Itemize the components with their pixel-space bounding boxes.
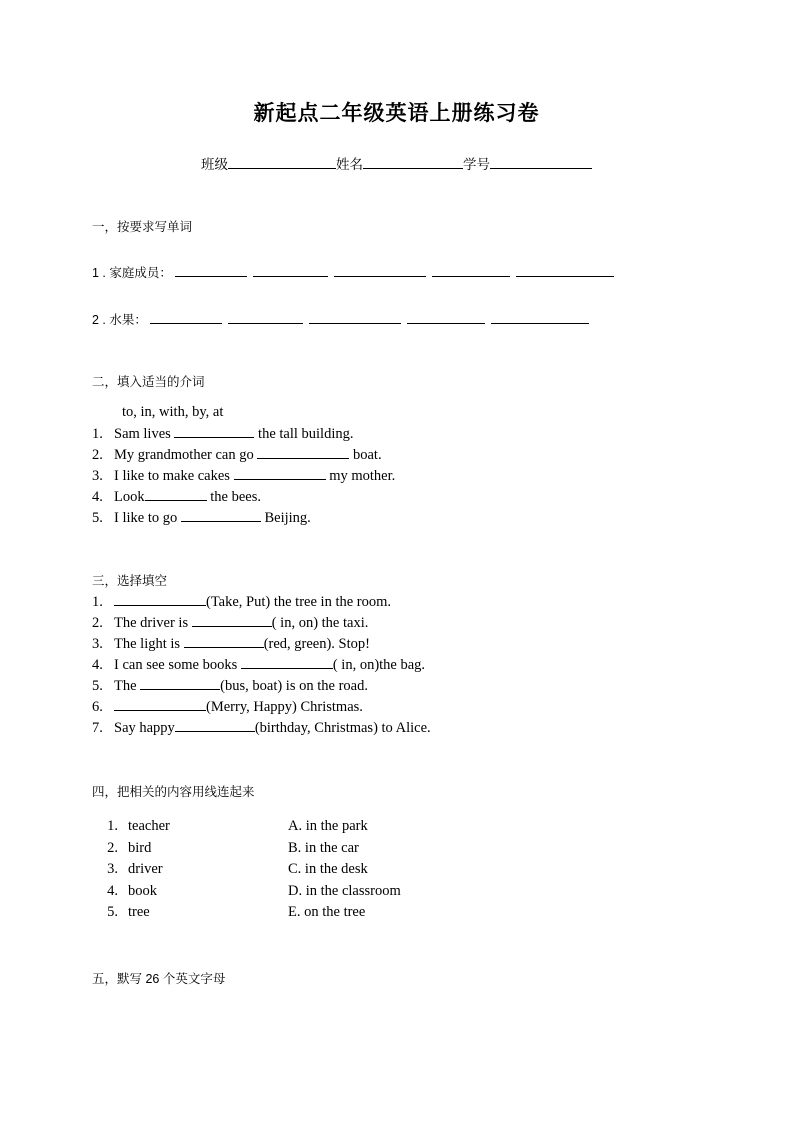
student-info-line	[92, 153, 701, 173]
item-label: 家庭成员：	[109, 266, 172, 280]
class-blank[interactable]	[228, 168, 336, 169]
question-number: 1.	[92, 594, 103, 610]
question-number: 3.	[92, 468, 103, 484]
answer-blank[interactable]	[150, 323, 222, 324]
match-left-item[interactable]	[92, 816, 288, 838]
question-text-after: the bees.	[210, 489, 261, 505]
question-text-before: The light is	[114, 636, 181, 652]
match-right-item[interactable]: D. in the classroom	[288, 882, 401, 899]
answer-blank[interactable]	[516, 276, 614, 277]
answer-blank[interactable]	[174, 437, 254, 438]
question-item	[92, 592, 701, 613]
question-text-before: I can see some books	[114, 657, 238, 673]
number-label: 学号	[463, 157, 490, 172]
question-item	[92, 445, 701, 466]
match-right-item[interactable]: A. in the park	[288, 818, 368, 834]
question-text-before: The	[114, 678, 137, 694]
match-number: 2.	[107, 839, 118, 856]
question-text-after: ( in, on) the taxi.	[271, 615, 369, 631]
question-number: 5.	[92, 678, 103, 694]
question-text-after: Beijing.	[264, 510, 311, 526]
question-text-after: the tall building.	[258, 426, 354, 442]
question-text-after: ( in, on)the bag.	[332, 657, 426, 673]
question-item	[92, 718, 701, 739]
match-right-item[interactable]: C. in the desk	[288, 861, 368, 877]
section-heading-1: 一，按要求写单词	[92, 220, 193, 234]
question-number: 2.	[92, 615, 103, 631]
match-number: 4.	[107, 882, 118, 899]
question-item	[92, 676, 701, 697]
answer-blank[interactable]	[192, 626, 272, 627]
question-item	[92, 613, 701, 634]
question-number: 7.	[92, 720, 103, 736]
answer-blank[interactable]	[491, 323, 589, 324]
page-title: 新起点二年级英语上册练习卷	[253, 102, 540, 125]
match-right-item[interactable]: E. on the tree	[288, 904, 366, 920]
answer-blank[interactable]	[175, 731, 255, 732]
match-left-label: bird	[128, 839, 152, 856]
answer-blank[interactable]	[145, 500, 207, 501]
question-text-after: boat.	[352, 447, 382, 463]
question-text-after: my mother.	[329, 468, 396, 484]
match-left-label: book	[128, 882, 157, 899]
answer-blank[interactable]	[309, 323, 401, 324]
match-left-item[interactable]	[92, 902, 288, 924]
item-label: 水果：	[109, 313, 147, 327]
question-text-before: I like to go	[114, 510, 178, 526]
question-text-after: (Take, Put) the tree in the room.	[206, 594, 392, 610]
section1-item-1	[92, 263, 701, 281]
match-right-item[interactable]: B. in the car	[288, 839, 359, 856]
question-item	[92, 634, 701, 655]
answer-blank[interactable]	[114, 605, 206, 606]
section-heading-3: 三，选择填空	[92, 574, 168, 588]
question-item	[92, 466, 701, 487]
question-number: 3.	[92, 636, 103, 652]
question-item	[92, 697, 701, 718]
match-row	[92, 838, 701, 860]
answer-blank[interactable]	[114, 710, 206, 711]
question-item	[92, 424, 701, 445]
item-number: 2 .	[92, 313, 106, 327]
answer-blank[interactable]	[241, 668, 333, 669]
question-number: 4.	[92, 657, 103, 673]
section2-question-list	[92, 424, 701, 529]
question-number: 6.	[92, 699, 103, 715]
match-row	[92, 816, 701, 838]
question-number: 4.	[92, 489, 103, 505]
match-number: 3.	[107, 861, 118, 877]
question-text-after: (Merry, Happy) Christmas.	[206, 699, 363, 715]
match-left-label: teacher	[128, 818, 170, 834]
question-item	[92, 655, 701, 676]
answer-blank[interactable]	[228, 323, 303, 324]
matching-list	[92, 816, 701, 924]
question-text-before: I like to make cakes	[114, 468, 230, 484]
answer-blank[interactable]	[334, 276, 426, 277]
match-row	[92, 902, 701, 924]
answer-blank[interactable]	[257, 458, 349, 459]
question-text-before: Sam lives	[114, 426, 171, 442]
question-item	[92, 487, 701, 508]
section-heading-5: 五，默写 26 个英文字母	[92, 971, 226, 986]
match-number: 1.	[107, 818, 118, 834]
question-text-after: (birthday, Christmas) to Alice.	[254, 720, 431, 736]
section3-question-list	[92, 592, 701, 739]
question-text-before: Say happy	[114, 720, 175, 736]
answer-blank[interactable]	[253, 276, 328, 277]
section-heading-4: 四，把相关的内容用线连起来	[92, 785, 255, 799]
match-number: 5.	[107, 904, 118, 920]
question-text-after: (bus, boat) is on the road.	[220, 678, 368, 694]
question-number: 2.	[92, 447, 103, 463]
match-left-item[interactable]	[92, 838, 288, 860]
question-text-before: My grandmother can go	[114, 447, 254, 463]
match-row	[92, 859, 701, 881]
question-text-before: The driver is	[114, 615, 189, 631]
section-heading-2: 二，填入适当的介词	[92, 375, 205, 389]
answer-blank[interactable]	[184, 647, 264, 648]
class-label: 班级	[201, 157, 228, 172]
section1-item-2	[92, 310, 701, 328]
match-left-item[interactable]	[92, 859, 288, 881]
question-number: 1.	[92, 426, 103, 442]
answer-blank[interactable]	[140, 689, 220, 690]
answer-blank[interactable]	[234, 479, 326, 480]
number-blank[interactable]	[490, 168, 592, 169]
answer-blank[interactable]	[175, 276, 247, 277]
name-blank[interactable]	[363, 168, 463, 169]
question-number: 5.	[92, 510, 103, 526]
match-left-label: driver	[128, 861, 163, 877]
answer-blank[interactable]	[407, 323, 485, 324]
item-number: 1 .	[92, 266, 106, 280]
match-row	[92, 881, 701, 903]
question-item	[92, 508, 701, 529]
answer-blank[interactable]	[432, 276, 510, 277]
preposition-hint: to, in, with, by, at	[122, 404, 224, 420]
match-left-label: tree	[128, 904, 150, 920]
match-left-item[interactable]	[92, 881, 288, 903]
answer-blank[interactable]	[181, 521, 261, 522]
question-text-after: (red, green). Stop!	[263, 636, 370, 652]
question-text-before: Look	[114, 489, 145, 505]
name-label: 姓名	[336, 157, 363, 172]
